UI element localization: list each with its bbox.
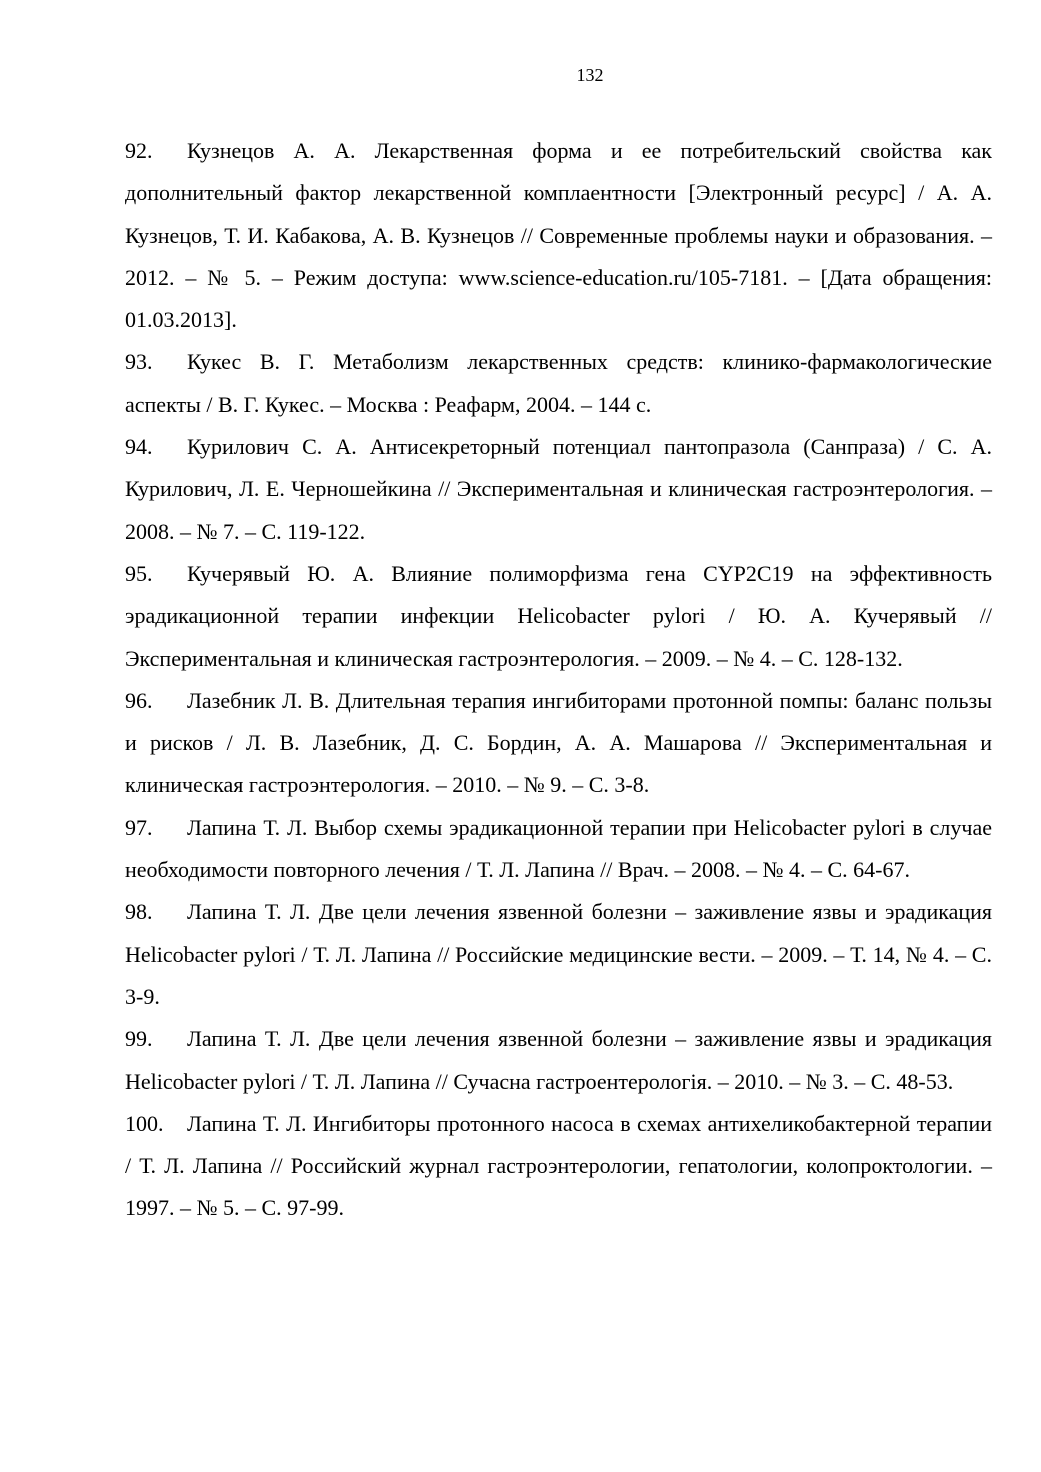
reference-item	[125, 891, 992, 1018]
reference-number: 100.	[125, 1110, 164, 1136]
reference-text: Курилович С. А. Антисекреторный потенциал пантопразола (Санпраза) / С. А. Курилович, Л. Е. Черношейкина // Экспериментальная и клиническая гастроэнтерология. – 2008. – № 7. – С. 119-122.	[125, 434, 992, 544]
reference-text: Лапина Т. Л. Ингибиторы протонного насоса в схемах антихеликобактерной терапии / Т. Л. Лапина // Российский журнал гастроэнтерологии, гепатологии, колопроктологии. – 1997. – № 5. – С. 97-99.	[125, 1110, 992, 1221]
reference-item	[125, 426, 992, 553]
page-number: 132	[576, 65, 604, 85]
reference-text: Лапина Т. Л. Выбор схемы эрадикационной терапии при Helicobacter pylori в случае необходимости повторного лечения / Т. Л. Лапина // Врач. – 2008. – № 4. – С. 64-67.	[125, 814, 992, 883]
reference-text: Лапина Т. Л. Две цели лечения язвенной болезни – заживление язвы и эрадикация Helicobacter pylori / Т. Л. Лапина // Сучасна гастроентерологія. – 2010. – № 3. – С. 48-53.	[125, 1026, 992, 1094]
reference-text: Лазебник Л. В. Длительная терапия ингибиторами протонной помпы: баланс пользы и рисков / Л. В. Лазебник, Д. С. Бордин, А. А. Машарова // Экспериментальная и клиническая гастроэнтерология. – 2010. – № 9. – С. 3-8.	[125, 687, 992, 798]
reference-text: Кучерявый Ю. А. Влияние полиморфизма гена CYP2C19 на эффективность эрадикационной терапии инфекции Helicobacter pylori / Ю. А. Кучерявый // Экспериментальная и клиническая гастроэнтерология. – 2009. – № 4. – С. 128-132.	[125, 560, 992, 671]
reference-item	[125, 1103, 992, 1230]
reference-item	[125, 130, 992, 341]
reference-number: 95.	[125, 560, 153, 586]
reference-item	[125, 680, 992, 807]
reference-number: 97.	[125, 814, 153, 840]
reference-text: Кукес В. Г. Метаболизм лекарственных средств: клинико-фармакологические аспекты / В. Г. Кукес. – Москва : Реафарм, 2004. – 144 с.	[125, 349, 992, 417]
reference-list	[125, 130, 992, 1230]
reference-item	[125, 341, 992, 426]
reference-text: Кузнецов А. А. Лекарственная форма и ее потребительский свойства как дополнительный фактор лекарственной комплаентности [Электронный ресурс] / А. А. Кузнецов, Т. И. Кабакова, А. В. Кузнецов // Современные проблемы науки и образования. – 2012. – № 5. – Режим доступа: www.science-education.ru/105-7181. – [Дата обращения: 01.03.2013].	[125, 138, 992, 333]
reference-number: 96.	[125, 687, 153, 713]
reference-number: 92.	[125, 138, 153, 163]
reference-number: 93.	[125, 349, 153, 375]
reference-number: 94.	[125, 434, 153, 460]
reference-item	[125, 553, 992, 680]
reference-text: Лапина Т. Л. Две цели лечения язвенной болезни – заживление язвы и эрадикация Helicobacter pylori / Т. Л. Лапина // Российские медицинские вести. – 2009. – Т. 14, № 4. – С. 3-9.	[125, 899, 992, 1009]
reference-item	[125, 1018, 992, 1103]
reference-item	[125, 807, 992, 892]
reference-number: 98.	[125, 899, 153, 925]
reference-number: 99.	[125, 1026, 153, 1052]
